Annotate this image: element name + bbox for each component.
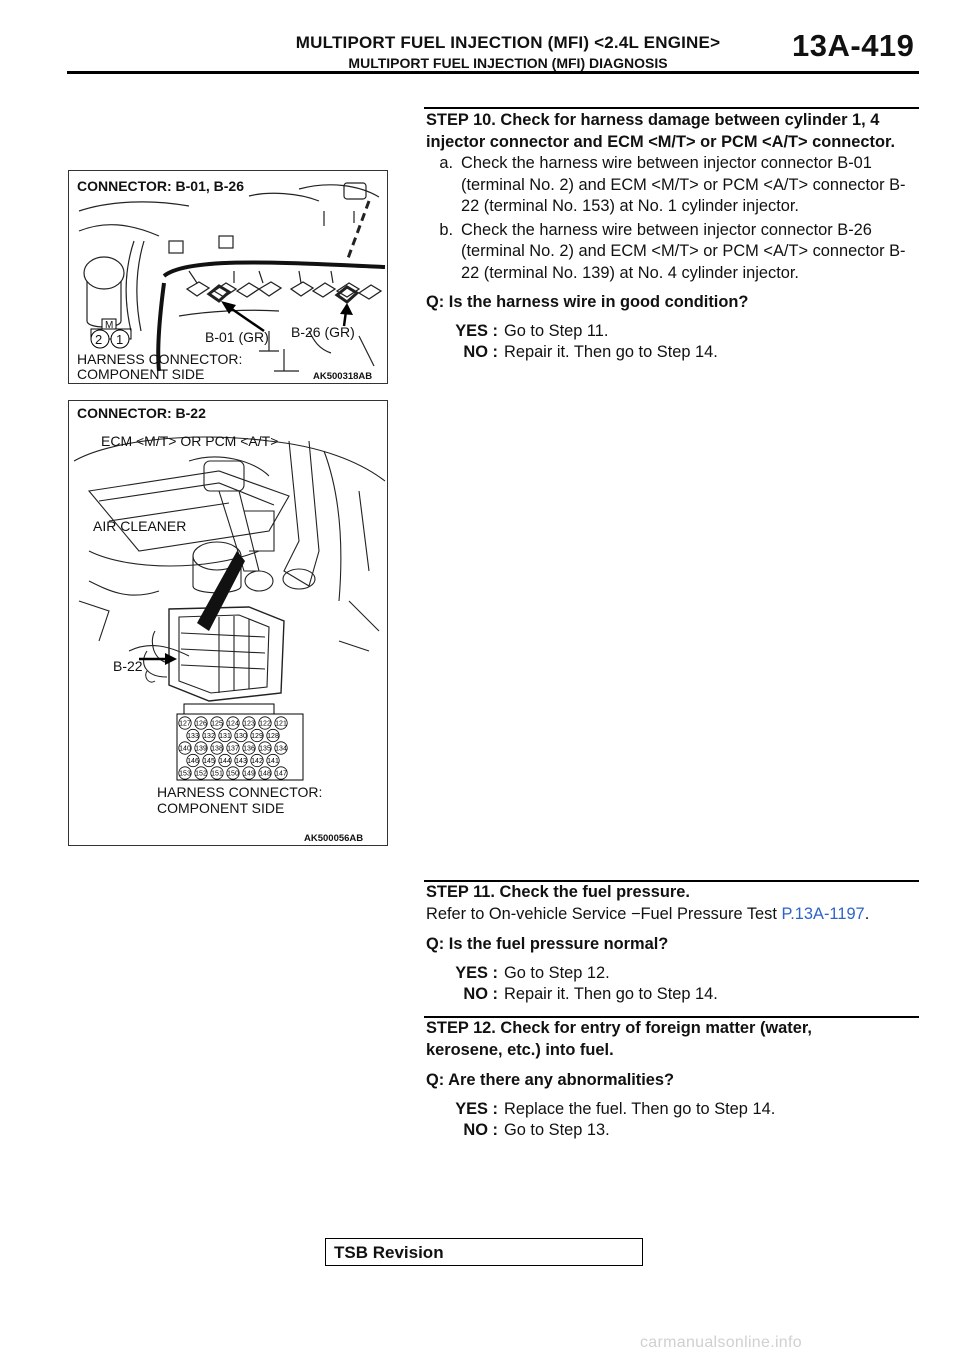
no-text: Repair it. Then go to Step 14.: [504, 343, 718, 361]
pin-label-136: 136: [243, 745, 255, 753]
pin-label-153: 153: [179, 770, 191, 778]
item-label: a.: [439, 154, 453, 172]
no-key: NO :: [463, 1121, 498, 1139]
no-text: Go to Step 13.: [504, 1121, 610, 1139]
yes-key: YES :: [455, 321, 498, 340]
engine-harness-illustration: [69, 171, 387, 383]
pin-label-137: 137: [227, 745, 239, 753]
pin-label-144: 144: [219, 758, 231, 765]
fig1-pin-2: 2: [95, 332, 103, 347]
step11-block: [426, 882, 920, 1006]
step11-no: [426, 984, 920, 1006]
section-title: MULTIPORT FUEL INJECTION (MFI) <2.4L ENGINE>: [295, 33, 721, 52]
pin-label-143: 143: [235, 758, 247, 765]
fig2-b22-label: B-22: [113, 658, 143, 674]
step12-block: [426, 1018, 920, 1142]
watermark: carmanualsonline.info: [640, 1334, 802, 1351]
fig1-connector-label: CONNECTOR: B-01, B-26: [77, 178, 244, 194]
fig1-caption-line1: HARNESS CONNECTOR:: [77, 351, 243, 367]
yes-text: Go to Step 12.: [504, 963, 610, 982]
fig1-pin-1: 1: [116, 332, 124, 347]
fig1-pin-m: M: [105, 320, 114, 331]
pin-label-140: 140: [179, 745, 191, 753]
pin-label-126: 126: [195, 720, 207, 728]
pin-label-125: 125: [211, 720, 223, 728]
step10-yes: [426, 321, 920, 343]
step10-item-b: [426, 220, 920, 285]
step10-question: Q: Is the harness wire in good condition?: [426, 293, 749, 311]
step10-rule: [424, 107, 919, 109]
tsb-revision-box: TSB Revision: [325, 1238, 643, 1266]
pin-label-149: 149: [243, 770, 255, 778]
item-label: b.: [439, 220, 453, 239]
step10-block: [426, 110, 920, 364]
no-key: NO :: [463, 985, 498, 1003]
reference-end: .: [864, 904, 870, 923]
pin-label-147: 147: [275, 770, 287, 778]
item-text: Check the harness wire between injector connector B-01 (terminal No. 2) and ECM <M/T> or PCM <A/T> connector B-22 (terminal No. 153) at No. 1 cylinder injector.: [461, 154, 906, 215]
no-key: NO :: [463, 343, 498, 361]
fig2-air-cleaner: AIR CLEANER: [93, 518, 187, 534]
fig1-code: AK500318AB: [313, 371, 373, 382]
pin-label-127: 127: [179, 720, 191, 728]
pin-label-145: 145: [203, 758, 215, 765]
pin-label-124: 124: [227, 720, 239, 728]
no-text: Repair it. Then go to Step 14.: [504, 985, 718, 1003]
pin-label-122: 122: [259, 720, 271, 728]
fig1-label-b26: B-26 (GR): [291, 324, 355, 340]
fig2-ecm-label: ECM <M/T> OR PCM <A/T>: [101, 433, 279, 449]
pin-label-151: 151: [211, 770, 223, 778]
yes-key: YES :: [455, 1099, 498, 1118]
page-number: 13A-419: [792, 28, 915, 63]
item-text: Check the harness wire between injector connector B-26 (terminal No. 2) and ECM <M/T> or PCM <A/T> connector B-22 (terminal No. 139) at No. 4 cylinder injector.: [461, 220, 906, 282]
step11-question: Q: Is the fuel pressure normal?: [426, 935, 669, 953]
pin-label-130: 130: [235, 733, 247, 740]
pin-label-150: 150: [227, 770, 239, 778]
figure-connector-b22: [68, 400, 388, 846]
yes-text: Replace the fuel. Then go to Step 14.: [504, 1099, 776, 1118]
b22-pin-diagram: [177, 704, 303, 780]
header-rule: [67, 71, 919, 74]
step12-no: [426, 1120, 920, 1142]
reference-text: Refer to On-vehicle Service −Fuel Pressure Test: [426, 904, 782, 923]
pin-label-142: 142: [251, 758, 263, 765]
pin-label-131: 131: [219, 733, 231, 740]
fig2-caption-line1: HARNESS CONNECTOR:: [157, 784, 323, 800]
reference-link[interactable]: P.13A-1197: [781, 904, 865, 923]
yes-key: YES :: [455, 963, 498, 982]
yes-text: Go to Step 11.: [504, 321, 609, 340]
fig2-code: AK500056AB: [304, 833, 364, 844]
pin-label-134: 134: [275, 745, 287, 753]
step11-yes: [426, 963, 920, 985]
pin-label-132: 132: [203, 733, 215, 740]
ecm-location-illustration: [69, 401, 387, 845]
step11-title: STEP 11. Check the fuel pressure.: [426, 883, 690, 901]
figure-connector-b01-b26: [68, 170, 388, 384]
pin-label-128: 128: [267, 733, 279, 740]
pin-label-152: 152: [195, 770, 207, 778]
fig1-caption-line2: COMPONENT SIDE: [77, 366, 205, 382]
step12-question: Q: Are there any abnormalities?: [426, 1071, 675, 1089]
fig2-connector-label: CONNECTOR: B-22: [77, 405, 206, 421]
pin-label-133: 133: [187, 733, 199, 740]
fig2-caption-line2: COMPONENT SIDE: [157, 800, 285, 816]
pin-label-135: 135: [259, 745, 271, 753]
pin-label-146: 146: [187, 758, 199, 765]
pin-label-139: 139: [195, 745, 207, 753]
step12-yes: [426, 1099, 920, 1121]
pin-label-129: 129: [251, 733, 263, 740]
step10-item-a: [426, 153, 920, 218]
pin-label-121: 121: [275, 720, 287, 728]
pin-label-123: 123: [243, 720, 255, 728]
step10-title: STEP 10. Check for harness damage between cylinder 1, 4 injector connector and ECM <M/T> or PCM <A/T> connector.: [426, 111, 896, 151]
section-subtitle: MULTIPORT FUEL INJECTION (MFI) DIAGNOSIS: [348, 55, 668, 71]
pin-label-138: 138: [211, 745, 223, 753]
pin-label-141: 141: [267, 758, 279, 765]
step11-reference: [426, 904, 920, 926]
pin-label-148: 148: [259, 770, 271, 778]
fig1-label-b01: B-01 (GR): [205, 329, 269, 345]
step10-no: [426, 342, 920, 364]
step12-title: STEP 12. Check for entry of foreign matter (water, kerosene, etc.) into fuel.: [426, 1019, 812, 1059]
